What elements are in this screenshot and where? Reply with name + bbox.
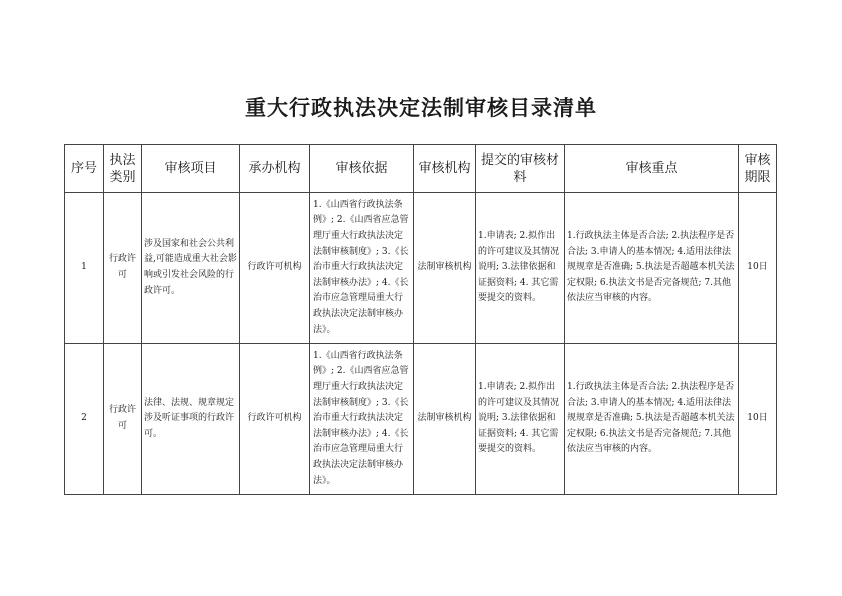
cell-seq: 1 xyxy=(65,193,104,344)
header-reviewer: 审核机构 xyxy=(414,145,476,193)
cell-materials: 1.申请表; 2.拟作出的许可建议及其情况说明; 3.法律依据和证据资料; 4. 其它需要提交的资料。 xyxy=(476,193,565,344)
cell-reviewer: 法制审核机构 xyxy=(414,193,476,344)
header-seq: 序号 xyxy=(65,145,104,193)
cell-basis: 1.《山西省行政执法条例》; 2.《山西省应急管理厅重大行政执法决定法制审核制度》; 3.《长治市重大行政执法决定法制审核办法》; 4.《长治市应急管理局重大行政执法决定法制审核办法》。 xyxy=(310,193,414,344)
cell-item: 涉及国家和社会公共利益,可能造成重大社会影响或引发社会风险的行政许可。 xyxy=(142,193,240,344)
cell-item: 法律、法规、规章规定涉及听证事项的行政许可。 xyxy=(142,344,240,495)
cell-basis: 1.《山西省行政执法条例》; 2.《山西省应急管理厅重大行政执法决定法制审核制度》; 3.《长治市重大行政执法决定法制审核办法》; 4.《长治市应急管理局重大行政执法决定法制审核办法》。 xyxy=(310,344,414,495)
cell-seq: 2 xyxy=(65,344,104,495)
cell-category: 行政许可 xyxy=(104,344,142,495)
cell-focus: 1.行政执法主体是否合法; 2.执法程序是否合法; 3.申请人的基本情况; 4.适用法律法规规章是否准确; 5.执法是否超越本机关法定权限; 6.执法文书是否完备规范; 7.其他依法应当审核的内容。 xyxy=(565,193,739,344)
header-item: 审核项目 xyxy=(142,145,240,193)
cell-period: 10日 xyxy=(739,344,777,495)
header-focus: 审核重点 xyxy=(565,145,739,193)
cell-period: 10日 xyxy=(739,193,777,344)
table-row xyxy=(65,193,777,344)
header-basis: 审核依据 xyxy=(310,145,414,193)
header-period: 审核期限 xyxy=(739,145,777,193)
header-materials: 提交的审核材料 xyxy=(476,145,565,193)
review-catalog-table xyxy=(64,144,777,495)
header-category: 执法类别 xyxy=(104,145,142,193)
header-row xyxy=(65,145,777,193)
page-title: 重大行政执法决定法制审核目录清单 xyxy=(245,95,597,120)
header-agency: 承办机构 xyxy=(240,145,310,193)
cell-agency: 行政许可机构 xyxy=(240,344,310,495)
cell-focus: 1.行政执法主体是否合法; 2.执法程序是否合法; 3.申请人的基本情况; 4.适用法律法规规章是否准确; 5.执法是否超越本机关法定权限; 6.执法文书是否完备规范; 7.其他依法应当审核的内容。 xyxy=(565,344,739,495)
cell-agency: 行政许可机构 xyxy=(240,193,310,344)
cell-category: 行政许可 xyxy=(104,193,142,344)
table-row xyxy=(65,344,777,495)
cell-materials: 1.申请表; 2.拟作出的许可建议及其情况说明; 3.法律依据和证据资料; 4. 其它需要提交的资料。 xyxy=(476,344,565,495)
cell-reviewer: 法制审核机构 xyxy=(414,344,476,495)
